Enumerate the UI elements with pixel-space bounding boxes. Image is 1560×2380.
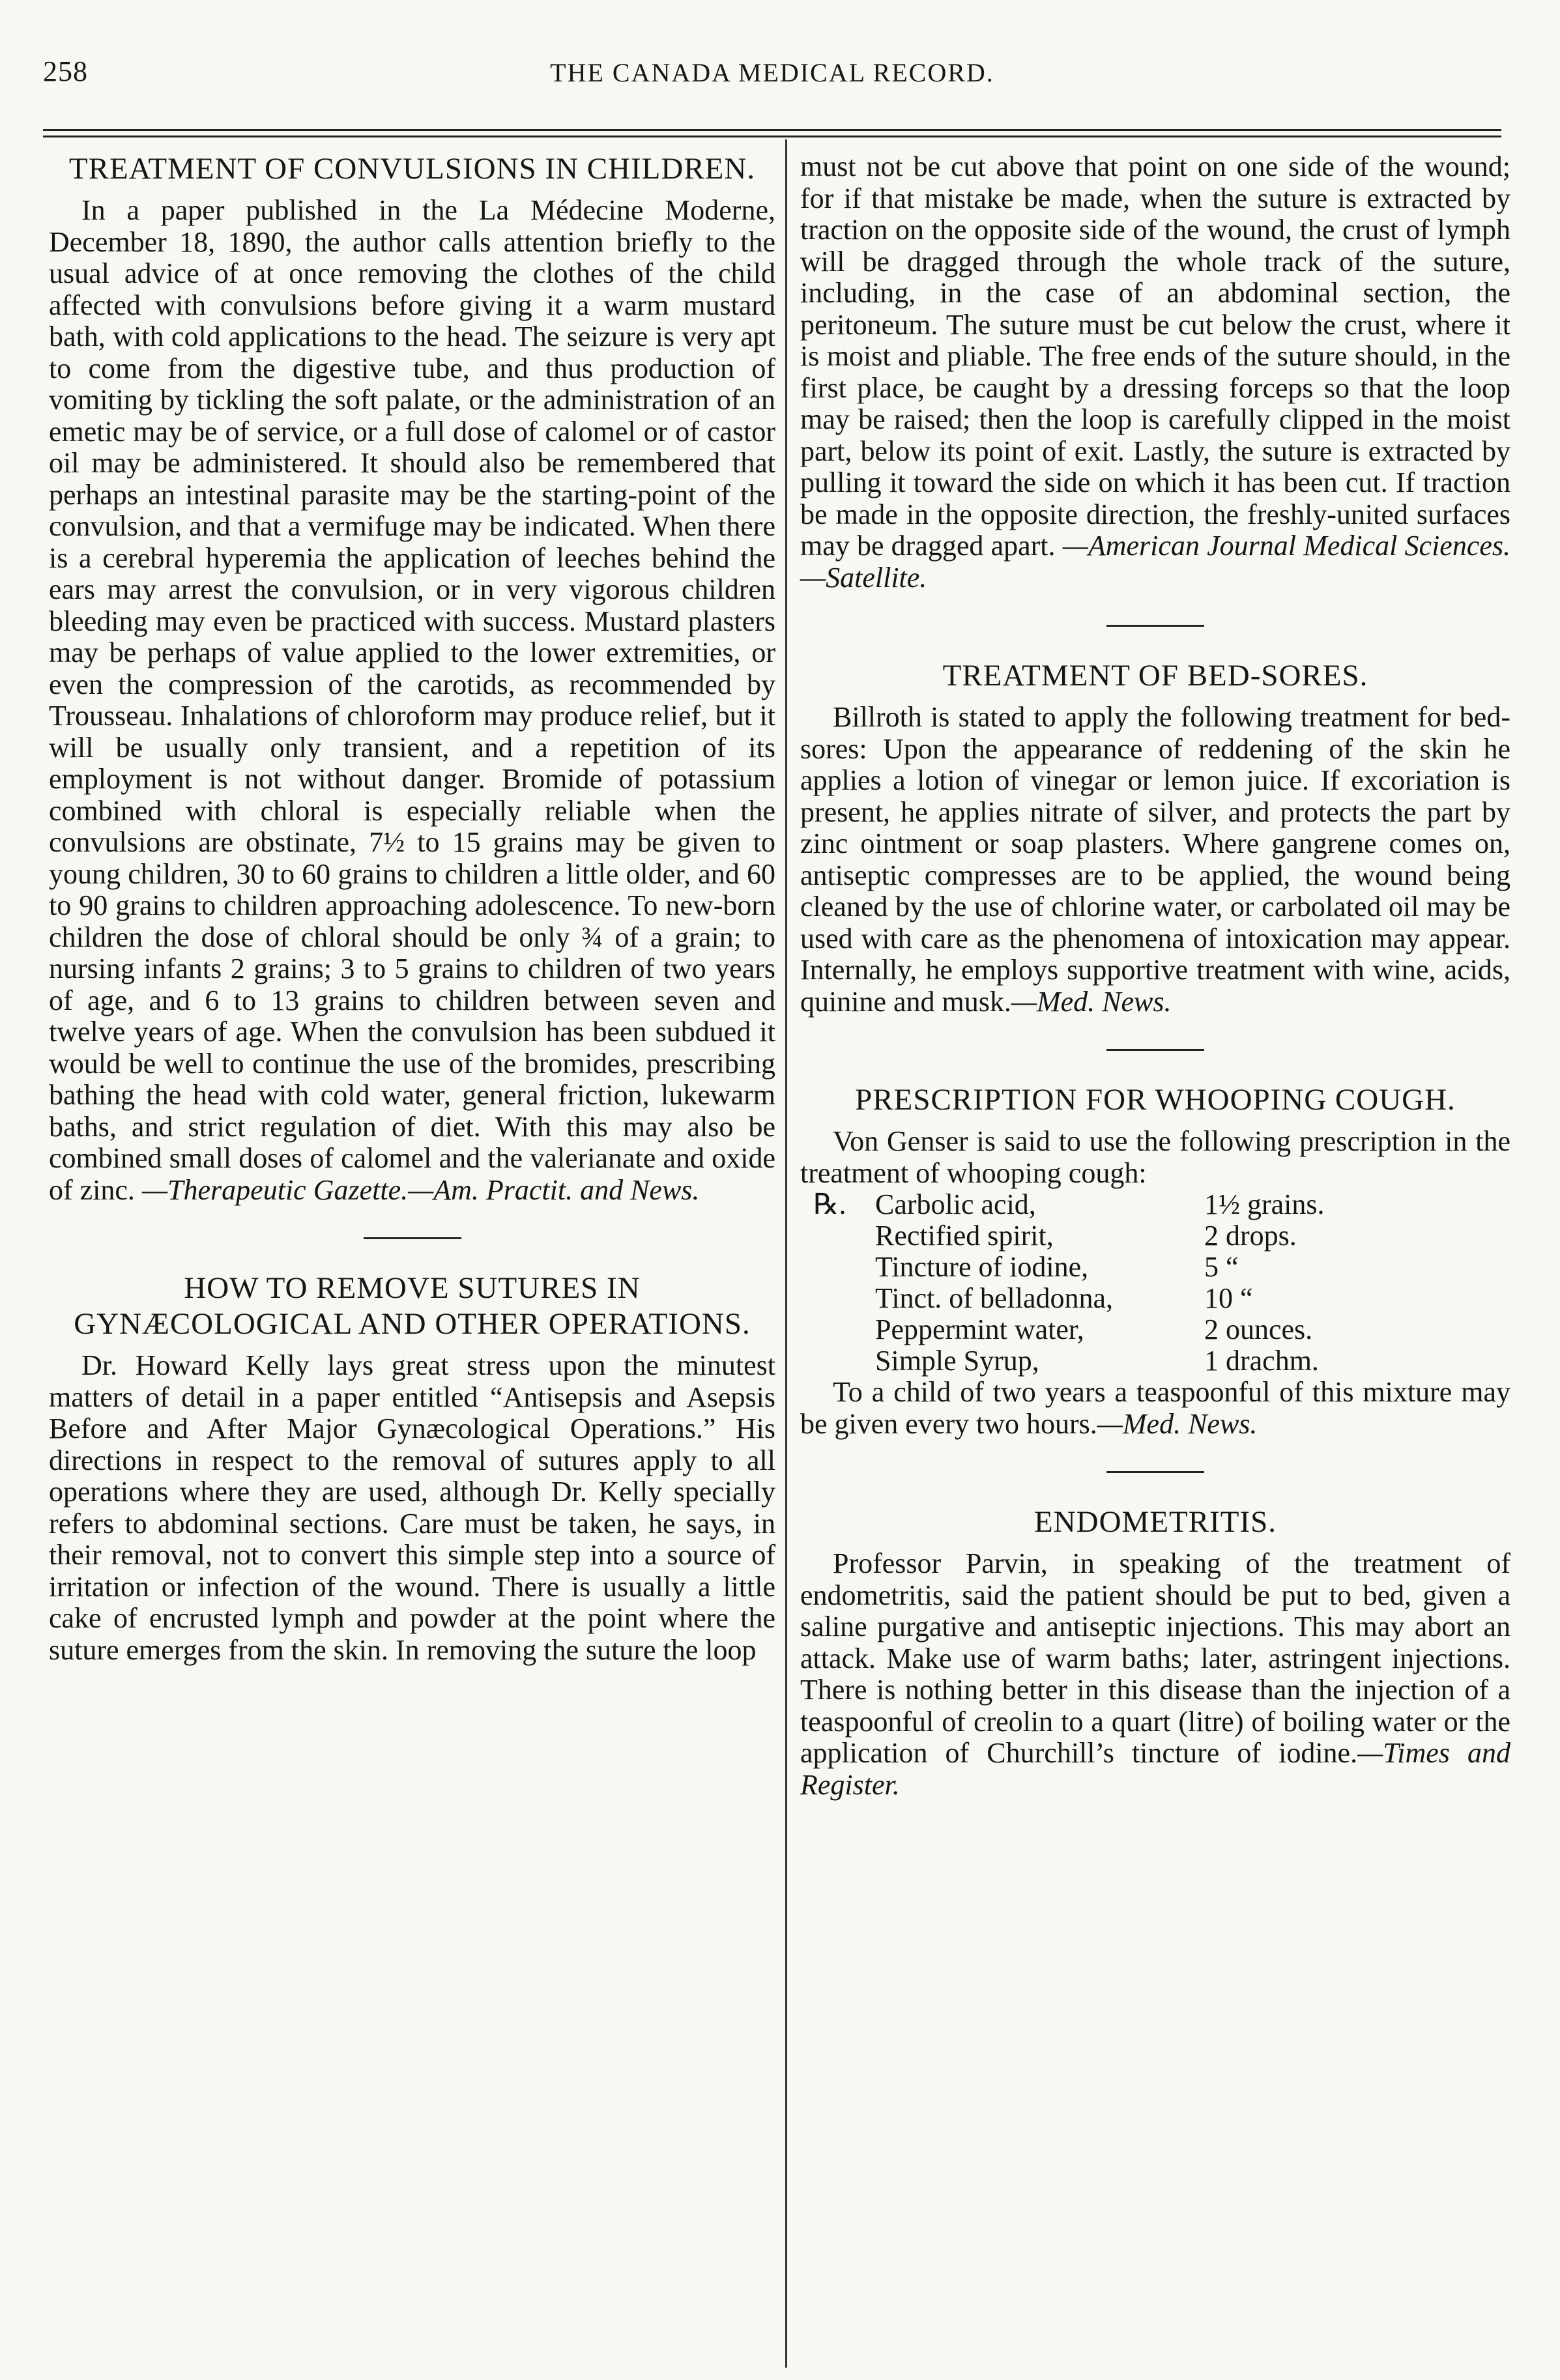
article-separator xyxy=(1106,1049,1204,1051)
ingredient-name: Simple Syrup, xyxy=(875,1345,1039,1377)
ingredient-name: Tincture of iodine, xyxy=(875,1251,1089,1283)
article-separator xyxy=(1106,1471,1204,1473)
article-source-bedsores: —Med. News. xyxy=(1011,985,1172,1018)
header-rule-top xyxy=(43,129,1501,131)
ingredient-dose: 2 drops. xyxy=(1204,1220,1297,1252)
header-rule-bottom xyxy=(43,136,1501,137)
article-source-endometritis: —Times and Register. xyxy=(800,1737,1510,1801)
ingredient-dose: 1½ grains. xyxy=(1204,1188,1325,1220)
page-number: 258 xyxy=(43,55,88,87)
article-separator xyxy=(364,1237,461,1239)
article-sutures xyxy=(49,1270,775,1666)
article-sutures-continued xyxy=(800,151,1510,594)
prescription-row xyxy=(813,1345,1325,1377)
article-body-convulsions xyxy=(49,195,775,1206)
article-title-whooping-cough: PRESCRIPTION FOR WHOOPING COUGH. xyxy=(855,1083,1456,1117)
article-source-convulsions: —Therapeutic Gazette.—Am. Practit. and News. xyxy=(141,1173,700,1206)
article-separator xyxy=(1106,625,1204,627)
article-convulsions xyxy=(49,151,775,1206)
article-title-endometritis: ENDOMETRITIS. xyxy=(1034,1505,1277,1539)
article-text-sutures-continued: must not be cut above that point on one side of the wound; for if that mistake be made, when the suture is extracted by traction on the opposite side of the wound, the crust of lymph will be dragged through the whole track of the suture, including, in the case of an abdominal section, the peritoneum. The suture must be cut below the crust, where it is moist and pliable. The free ends of the suture should, in the first place, be caught by a dressing forceps so that the loop may be raised; then the loop is carefully clipped in the moist part, below its point of exit. Lastly, the suture is extracted by pulling it toward the side on which it has been cut. If traction be made in the opposite direction, the freshly-united surfaces may be dragged apart. xyxy=(800,151,1510,562)
ingredient-name: Carbolic acid, xyxy=(875,1188,1036,1220)
article-whooping-cough xyxy=(800,1082,1510,1440)
running-head xyxy=(43,51,1501,96)
journal-title: THE CANADA MEDICAL RECORD. xyxy=(550,58,994,87)
prescription-row xyxy=(813,1189,1325,1220)
article-title-sutures: HOW TO REMOVE SUTURES IN GYNÆCOLOGICAL AND OTHER OPERATIONS. xyxy=(74,1271,751,1341)
prescription-row xyxy=(813,1283,1325,1314)
article-endometritis xyxy=(800,1504,1510,1801)
ingredient-dose: 1 drachm. xyxy=(1204,1345,1319,1377)
ingredient-dose: 2 ounces. xyxy=(1204,1313,1313,1345)
article-body-sutures-continued xyxy=(800,151,1510,594)
article-text-convulsions: In a paper published in the La Médecine Moderne, December 18, 1890, the author calls attention briefly to the usual advice of at once removing the clothes of the child affected with convulsions before giving it a warm mustard bath, with cold applications to the head. The seizure is very apt to come from the digestive tube, and thus production of vomiting by tickling the soft palate, or the administration of an emetic may be of service, or a full dose of calomel or of castor oil may be administered. It should also be remembered that perhaps an intestinal parasite may be the starting-point of the convulsion, and that a vermifuge may be indicated. When there is a cerebral hyperemia the application of leeches behind the ears may arrest the convulsion, or in very vigorous children bleeding may even be practiced with success. Mustard plasters may be perhaps of value applied to the lower extremities, or even the compression of the carotids, as recommended by Trousseau. Inhalations of chloroform may produce relief, but it will be usually only transient, and a repetition of its employment is not without danger. Bromide of potassium combined with chloral is especially reliable when the convulsions are obstinate, 7½ to 15 grains may be given to young children, 30 to 60 grains to children a little older, and 60 to 90 grains to children approaching adolescence. To new-born children the dose of chloral should be only ¾ of a grain; to nursing infants 2 grains; 3 to 5 grains to children of two years of age, and 6 to 13 grains to children between seven and twelve years of age. When the convulsion has been subdued it would be well to continue the use of the bromides, prescribing bathing the head with cold water, general friction, lukewarm baths, and strict regulation of diet. With this may also be combined small doses of calomel and the valerianate and oxide of zinc. xyxy=(49,194,775,1206)
ingredient-name: Tinct. of belladonna, xyxy=(875,1282,1113,1314)
article-title-bedsores: TREATMENT OF BED-SORES. xyxy=(942,659,1368,693)
article-text-bedsores: Billroth is stated to apply the following treatment for bed-sores: Upon the appearance of reddening of the skin he applies a lotion of vinegar or lemon juice. If excoriation is present, he applies nitrate of silver, and protects the part by zinc ointment or soap plasters. Where gangrene comes on, antiseptic compresses are to be applied, the wound being cleaned by the use of chlorine water, or carbolated oil may be used with care as the phenomena of intoxication may appear. Internally, he employs supportive treatment with wine, acids, quinine and musk. xyxy=(800,701,1510,1018)
prescription-row xyxy=(813,1314,1325,1345)
right-column xyxy=(800,151,1510,1801)
prescription-table xyxy=(813,1189,1325,1377)
article-body-endometritis xyxy=(800,1548,1510,1801)
ingredient-name: Rectified spirit, xyxy=(875,1220,1054,1252)
recipe-symbol: ℞. xyxy=(813,1188,846,1220)
article-body-sutures: Dr. Howard Kelly lays great stress upon the minutest matters of detail in a paper entitled “Antisepsis and Asepsis Before and After Major Gynæcological Operations.” His directions in respect to the removal of sutures apply to all operations where they are used, although Dr. Kelly specially refers to abdominal sections. Care must be taken, he says, in their removal, not to convert this simple step into a source of irritation or infection of the wound. There is usually a little cake of encrusted lymph and powder at the point where the suture emerges from the skin. In removing the suture the loop xyxy=(49,1349,775,1666)
prescription-directions xyxy=(800,1377,1510,1440)
article-bedsores xyxy=(800,658,1510,1018)
article-body-bedsores xyxy=(800,702,1510,1018)
article-text-endometritis: Professor Parvin, in speaking of the treatment of endometritis, said the patient should be put to bed, given a saline purgative and antiseptic injections. This may abort an attack. Make use of warm baths; later, astringent injections. There is nothing better in this disease than the injection of a teaspoonful of creolin to a quart (litre) of boiling water or the application of Churchill’s tincture of iodine. xyxy=(800,1547,1510,1769)
ingredient-dose: 5 “ xyxy=(1204,1251,1239,1283)
ingredient-name: Peppermint water, xyxy=(875,1313,1084,1345)
prescription-row xyxy=(813,1220,1325,1252)
article-source-sutures: —American Journal Medical Sciences.—Satellite. xyxy=(800,530,1511,594)
ingredient-dose: 10 “ xyxy=(1204,1282,1253,1314)
column-divider xyxy=(785,139,787,2368)
left-column xyxy=(49,151,775,1666)
prescription-row xyxy=(813,1252,1325,1283)
prescription-intro: Von Genser is said to use the following prescription in the treatment of whooping cough: xyxy=(800,1125,1510,1189)
prescription-directions-text: To a child of two years a teaspoonful of this mixture may be given every two hours. xyxy=(800,1376,1510,1440)
article-source-whooping-cough: —Med. News. xyxy=(1097,1407,1258,1440)
article-title-convulsions: TREATMENT OF CONVULSIONS IN CHILDREN. xyxy=(68,152,756,186)
